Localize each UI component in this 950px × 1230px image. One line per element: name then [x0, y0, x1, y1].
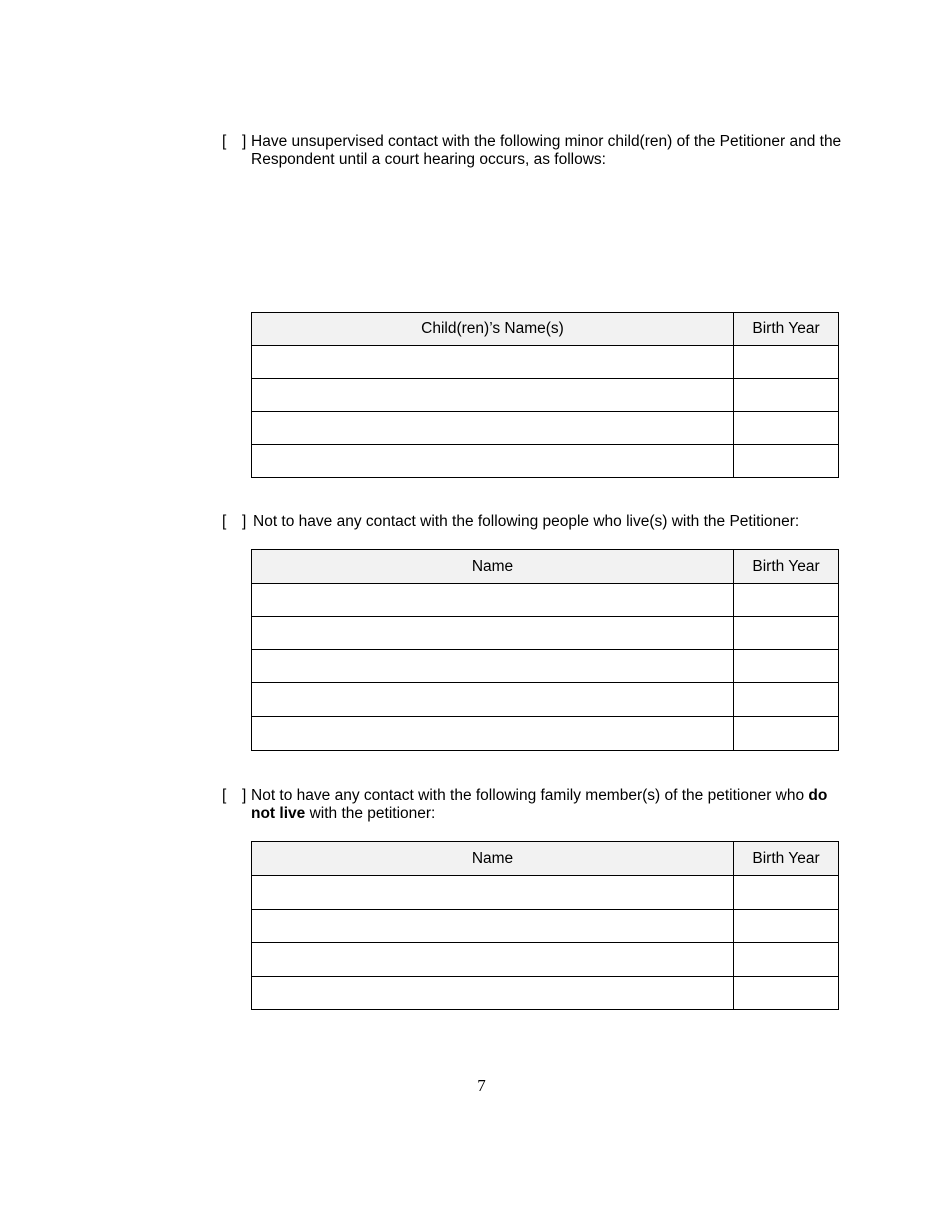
household-name-header: Name	[252, 550, 734, 584]
children-table	[251, 312, 839, 478]
family-birth-year-cell[interactable]	[734, 977, 839, 1010]
table-row	[252, 977, 839, 1010]
child-name-cell[interactable]	[252, 445, 734, 478]
table-row	[252, 876, 839, 910]
household-name-cell[interactable]	[252, 717, 734, 751]
family-table	[251, 841, 839, 1010]
table-row	[252, 346, 839, 379]
family-name-cell[interactable]	[252, 977, 734, 1010]
section-no-contact-family: [ ] Not to have any contact with the following family member(s) of the petitioner who do not live with the petitioner:	[222, 787, 852, 823]
children-name-header: Child(ren)’s Name(s)	[252, 313, 734, 346]
family-birth-year-cell[interactable]	[734, 943, 839, 977]
section-no-contact-household-text: Not to have any contact with the following people who live(s) with the Petitioner:	[253, 513, 800, 530]
table-row	[252, 584, 839, 617]
household-birth-year-header: Birth Year	[734, 550, 839, 584]
table-row	[252, 910, 839, 943]
family-name-cell[interactable]	[252, 910, 734, 943]
family-birth-year-cell[interactable]	[734, 910, 839, 943]
child-name-cell[interactable]	[252, 412, 734, 445]
child-birth-year-cell[interactable]	[734, 445, 839, 478]
household-birth-year-cell[interactable]	[734, 650, 839, 683]
family-name-cell[interactable]	[252, 876, 734, 910]
household-name-cell[interactable]	[252, 683, 734, 717]
child-birth-year-cell[interactable]	[734, 346, 839, 379]
table-row	[252, 445, 839, 478]
family-birth-year-header: Birth Year	[734, 842, 839, 876]
table-row	[252, 717, 839, 751]
table-row	[252, 617, 839, 650]
emphasis-do-not-live: do not live	[251, 787, 828, 822]
family-birth-year-cell[interactable]	[734, 876, 839, 910]
child-name-cell[interactable]	[252, 379, 734, 412]
household-birth-year-cell[interactable]	[734, 617, 839, 650]
household-birth-year-cell[interactable]	[734, 584, 839, 617]
children-birth-year-header: Birth Year	[734, 313, 839, 346]
child-birth-year-cell[interactable]	[734, 412, 839, 445]
household-name-cell[interactable]	[252, 584, 734, 617]
household-name-cell[interactable]	[252, 617, 734, 650]
section-no-contact-household: [ ] Not to have any contact with the following people who live(s) with the Petitioner:	[222, 513, 852, 531]
child-birth-year-cell[interactable]	[734, 379, 839, 412]
table-row	[252, 650, 839, 683]
section-unsupervised-contact: [ ] Have unsupervised contact with the following minor child(ren) of the Petitioner and the Respondent until a court hearing occurs, as follows:	[222, 133, 852, 169]
table-row	[252, 379, 839, 412]
family-name-header: Name	[252, 842, 734, 876]
child-name-cell[interactable]	[252, 346, 734, 379]
household-table	[251, 549, 839, 751]
household-birth-year-cell[interactable]	[734, 717, 839, 751]
household-name-cell[interactable]	[252, 650, 734, 683]
section-unsupervised-contact-text: Have unsupervised contact with the following minor child(ren) of the Petitioner and the Respondent until a court hearing occurs, as follows:	[251, 133, 842, 168]
table-row	[252, 943, 839, 977]
table-row	[252, 683, 839, 717]
table-row	[252, 412, 839, 445]
page-number: 7	[477, 1076, 486, 1095]
household-birth-year-cell[interactable]	[734, 683, 839, 717]
family-name-cell[interactable]	[252, 943, 734, 977]
section-no-contact-family-text: Not to have any contact with the following family member(s) of the petitioner who do not live with the petitioner:	[251, 787, 828, 822]
